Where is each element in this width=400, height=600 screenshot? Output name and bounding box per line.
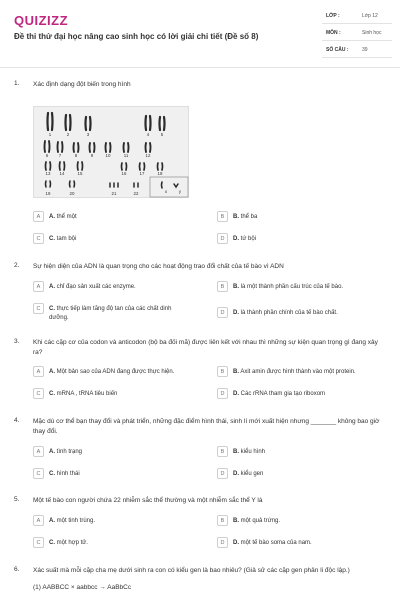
- option-text: tam bội: [56, 236, 77, 242]
- option-letter-box: D: [217, 537, 228, 548]
- option-letter-box: A: [33, 211, 44, 222]
- chromosome-label: 13: [45, 171, 51, 176]
- option-text: Các rRNA tham gia tạo riboxom: [240, 391, 326, 397]
- option-text: tình trạng: [56, 449, 83, 455]
- chromosome-label: 6: [45, 153, 49, 158]
- question-number: 6.: [14, 566, 20, 573]
- option-prefix: A.: [49, 518, 55, 524]
- chromosome-label: 11: [123, 153, 129, 158]
- option-letter-box: C: [33, 388, 44, 399]
- option-prefix: C.: [49, 236, 55, 242]
- option-letter-box: B: [217, 281, 228, 292]
- option-prefix: D.: [233, 310, 239, 316]
- document-title: Đề thi thử đại học nâng cao sinh học có lời giải chi tiết (Đề số 8): [14, 32, 259, 41]
- chromosome-label: 19: [45, 191, 51, 196]
- option-letter-box: D: [217, 388, 228, 399]
- option-text: là thành phần chính của tế bào chất.: [240, 310, 338, 316]
- option-letter-box: B: [217, 446, 228, 457]
- option-prefix: C.: [49, 540, 55, 546]
- option-prefix: A.: [49, 449, 55, 455]
- option-letter-box: B: [217, 366, 228, 377]
- option-letter-box: A: [33, 366, 44, 377]
- chromosome-label: 5: [160, 132, 164, 137]
- question-number: 2.: [14, 262, 20, 269]
- question-number: 1.: [14, 80, 20, 87]
- meta-label: MÔN :: [326, 30, 341, 36]
- option-text: mRNA , tRNA tiêu biến: [56, 391, 118, 397]
- option-text: hình thái: [56, 471, 80, 477]
- option-text: một quả trứng.: [240, 518, 281, 524]
- option-prefix: A.: [49, 214, 55, 220]
- option-letter-box: D: [217, 233, 228, 244]
- meta-value: 39: [362, 47, 368, 53]
- option-text: kiểu hình: [240, 449, 266, 455]
- chromosome-label: 15: [77, 171, 83, 176]
- karyotype-image: [33, 106, 189, 198]
- chromosome-label: 21: [111, 191, 117, 196]
- option-letter-box: C: [33, 233, 44, 244]
- meta-value: Sinh học: [362, 30, 382, 36]
- option-text: một hợp tử.: [56, 540, 88, 546]
- option-letter-box: C: [33, 468, 44, 479]
- chromosome-label: x: [164, 189, 168, 194]
- option-prefix: B.: [233, 449, 239, 455]
- meta-label: SỐ CÂU :: [326, 47, 349, 53]
- option-text: thực tiếp làm tăng độ tan của các chất dinh dưỡng.: [49, 306, 172, 321]
- chromosome-label: y: [178, 189, 182, 194]
- option-letter-box: C: [33, 303, 44, 314]
- option-prefix: B.: [233, 518, 239, 524]
- option-prefix: D.: [233, 471, 239, 477]
- option-prefix: A.: [49, 284, 55, 290]
- option-prefix: B.: [233, 369, 239, 375]
- karyotype-svg: [34, 107, 190, 199]
- question-number: 3.: [14, 338, 20, 345]
- option-prefix: D.: [233, 391, 239, 397]
- option-letter-box: D: [217, 307, 228, 318]
- option-text: thể một: [56, 214, 77, 220]
- option-text: Axit amin được hình thành vào một protein.: [240, 369, 356, 375]
- option-letter-box: A: [33, 446, 44, 457]
- chromosome-label: 3: [86, 132, 90, 137]
- chromosome-label: 16: [121, 171, 127, 176]
- chromosome-label: 17: [139, 171, 145, 176]
- option-prefix: C.: [49, 391, 55, 397]
- chromosome-label: 1: [48, 132, 52, 137]
- meta-label: LỚP :: [326, 13, 340, 19]
- option-prefix: D.: [233, 236, 239, 242]
- option-prefix: A.: [49, 369, 55, 375]
- option-letter-box: B: [217, 515, 228, 526]
- option-letter-box: A: [33, 515, 44, 526]
- option-text: tứ bội: [240, 236, 257, 242]
- chromosome-label: 14: [59, 171, 65, 176]
- option-text: Một bản sao của ADN đang được thực hiện.: [56, 369, 175, 375]
- option-prefix: C.: [49, 471, 55, 477]
- question-text: Một tế bào con người chứa 22 nhiễm sắc thể thường và một nhiễm sắc thể Y là: [33, 497, 263, 504]
- option-prefix: D.: [233, 540, 239, 546]
- option-letter-box: B: [217, 211, 228, 222]
- option-letter-box: C: [33, 537, 44, 548]
- chromosome-label: 22: [133, 191, 139, 196]
- chromosome-label: 4: [146, 132, 150, 137]
- question-text: Xác định dạng đột biến trong hình: [33, 81, 131, 88]
- option-text: một tinh trùng.: [56, 518, 96, 524]
- option-prefix: B.: [233, 214, 239, 220]
- question-text: Xác suất mà mỗi cặp cha mẹ dưới sinh ra con có kiểu gen là bao nhiêu? (Giả sử các cặp gen phân li độc lập.): [33, 567, 350, 574]
- chromosome-label: 18: [157, 171, 163, 176]
- option-letter-box: A: [33, 281, 44, 292]
- question-text: Mặc dù cơ thể bạn thay đổi và phát triển, những đặc điểm hình thái, sinh lí mới xuất hiện nhưng _______ không bao giờ thay đổi.: [33, 418, 380, 435]
- question-text: Khi các cặp cơ của codon và anticodon (bộ ba đối mã) được liên kết với nhau thì những sự kiện quan trọng gì đang xảy ra?: [33, 339, 378, 356]
- option-prefix: C.: [49, 306, 55, 312]
- option-text: thể ba: [240, 214, 258, 220]
- chromosome-label: 20: [69, 191, 75, 196]
- question-number: 4.: [14, 417, 20, 424]
- question-cross-line: (1) AABBCC × aabbcc → AaBbCc: [33, 584, 132, 591]
- question-text: Sự hiện diện của ADN là quan trọng cho các hoạt động trao đổi chất của tế bào vì ADN: [33, 263, 284, 270]
- option-text: chỉ đạo sản xuất các enzyme.: [56, 284, 136, 290]
- chromosome-label: 8: [74, 153, 78, 158]
- chromosome-label: 2: [66, 132, 70, 137]
- option-text: là một thành phần cấu trúc của tế bào.: [240, 284, 344, 290]
- chromosome-label: 12: [145, 153, 151, 158]
- option-text: một tế bào soma của nam.: [240, 540, 312, 546]
- chromosome-label: 10: [105, 153, 111, 158]
- meta-value: Lớp 12: [362, 13, 378, 19]
- quizizz-logo: QUIZIZZ: [14, 13, 69, 28]
- option-text: kiểu gen: [240, 471, 264, 477]
- chromosome-label: 7: [58, 153, 62, 158]
- chromosome-label: 9: [90, 153, 94, 158]
- option-letter-box: D: [217, 468, 228, 479]
- option-prefix: B.: [233, 284, 239, 290]
- question-number: 5.: [14, 496, 20, 503]
